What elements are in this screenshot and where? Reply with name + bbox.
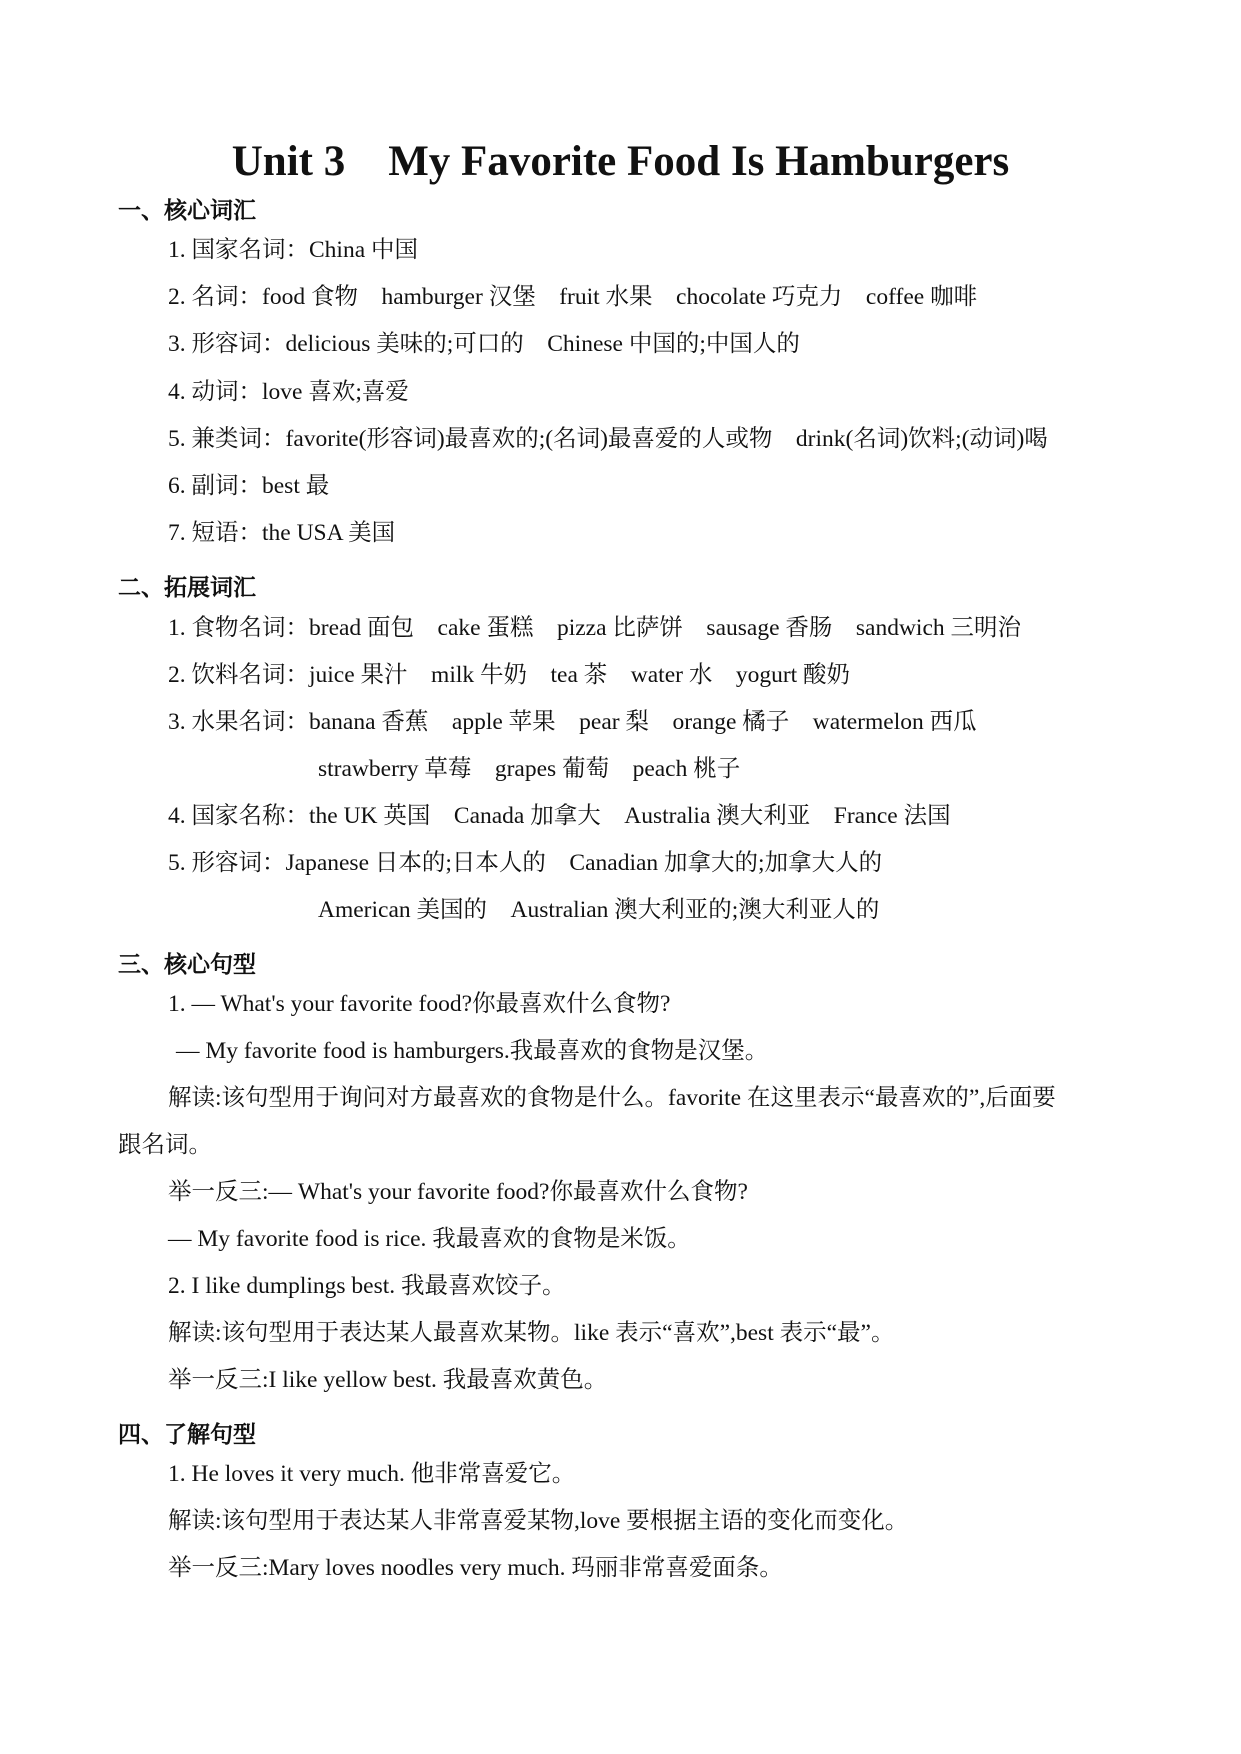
vocab-line: 6. 副词：best 最 bbox=[168, 473, 330, 499]
sentence-line: 2. I like dumplings best. 我最喜欢饺子。 bbox=[168, 1273, 566, 1299]
vocab-line: 1. 食物名词：bread 面包 cake 蛋糕 pizza 比萨饼 sausage 香肠 sandwich 三明治 bbox=[168, 615, 1022, 641]
section-heading-understand-sentences: 四、了解句型 bbox=[118, 1422, 256, 1448]
vocab-line: 2. 名词：food 食物 hamburger 汉堡 fruit 水果 chocolate 巧克力 coffee 咖啡 bbox=[168, 284, 978, 310]
explanation-line: 解读:该句型用于表达某人非常喜爱某物,love 要根据主语的变化而变化。 bbox=[168, 1508, 909, 1534]
example-line: — My favorite food is rice. 我最喜欢的食物是米饭。 bbox=[168, 1226, 691, 1252]
vocab-line: 7. 短语：the USA 美国 bbox=[168, 520, 396, 546]
vocab-line: 5. 形容词：Japanese 日本的;日本人的 Canadian 加拿大的;加拿大人的 bbox=[168, 850, 883, 876]
vocab-line-continued: American 美国的 Australian 澳大利亚的;澳大利亚人的 bbox=[318, 897, 880, 923]
vocab-line-continued: strawberry 草莓 grapes 葡萄 peach 桃子 bbox=[318, 756, 741, 782]
vocab-line: 5. 兼类词：favorite(形容词)最喜欢的;(名词)最喜爱的人或物 drink(名词)饮料;(动词)喝 bbox=[168, 426, 1048, 452]
section-heading-core-vocabulary: 一、核心词汇 bbox=[118, 198, 256, 224]
sentence-line: 1. He loves it very much. 他非常喜爱它。 bbox=[168, 1461, 576, 1487]
explanation-line: 解读:该句型用于询问对方最喜欢的食物是什么。favorite 在这里表示“最喜欢的”,后面要 bbox=[168, 1085, 1056, 1111]
example-line: 举一反三:Mary loves noodles very much. 玛丽非常喜爱面条。 bbox=[168, 1555, 783, 1581]
page-title: Unit 3 My Favorite Food Is Hamburgers bbox=[231, 138, 1010, 185]
example-line: 举一反三:I like yellow best. 我最喜欢黄色。 bbox=[168, 1367, 608, 1393]
vocab-line: 1. 国家名词：China 中国 bbox=[168, 237, 419, 263]
example-line: 举一反三:— What's your favorite food?你最喜欢什么食物? bbox=[168, 1179, 748, 1205]
sentence-line: 1. — What's your favorite food?你最喜欢什么食物? bbox=[168, 991, 671, 1017]
explanation-line-continued: 跟名词。 bbox=[118, 1132, 212, 1158]
explanation-line: 解读:该句型用于表达某人最喜欢某物。like 表示“喜欢”,best 表示“最”。 bbox=[168, 1320, 895, 1346]
vocab-line: 3. 水果名词：banana 香蕉 apple 苹果 pear 梨 orange 橘子 watermelon 西瓜 bbox=[168, 709, 977, 735]
vocab-line: 3. 形容词：delicious 美味的;可口的 Chinese 中国的;中国人的 bbox=[168, 331, 800, 357]
vocab-line: 2. 饮料名词：juice 果汁 milk 牛奶 tea 茶 water 水 yogurt 酸奶 bbox=[168, 662, 851, 688]
sentence-line: — My favorite food is hamburgers.我最喜欢的食物是汉堡。 bbox=[176, 1038, 769, 1064]
vocab-line: 4. 国家名称：the UK 英国 Canada 加拿大 Australia 澳大利亚 France 法国 bbox=[168, 803, 951, 829]
vocab-line: 4. 动词：love 喜欢;喜爱 bbox=[168, 379, 409, 405]
section-heading-core-sentences: 三、核心句型 bbox=[118, 952, 256, 978]
section-heading-extended-vocabulary: 二、拓展词汇 bbox=[118, 575, 256, 601]
